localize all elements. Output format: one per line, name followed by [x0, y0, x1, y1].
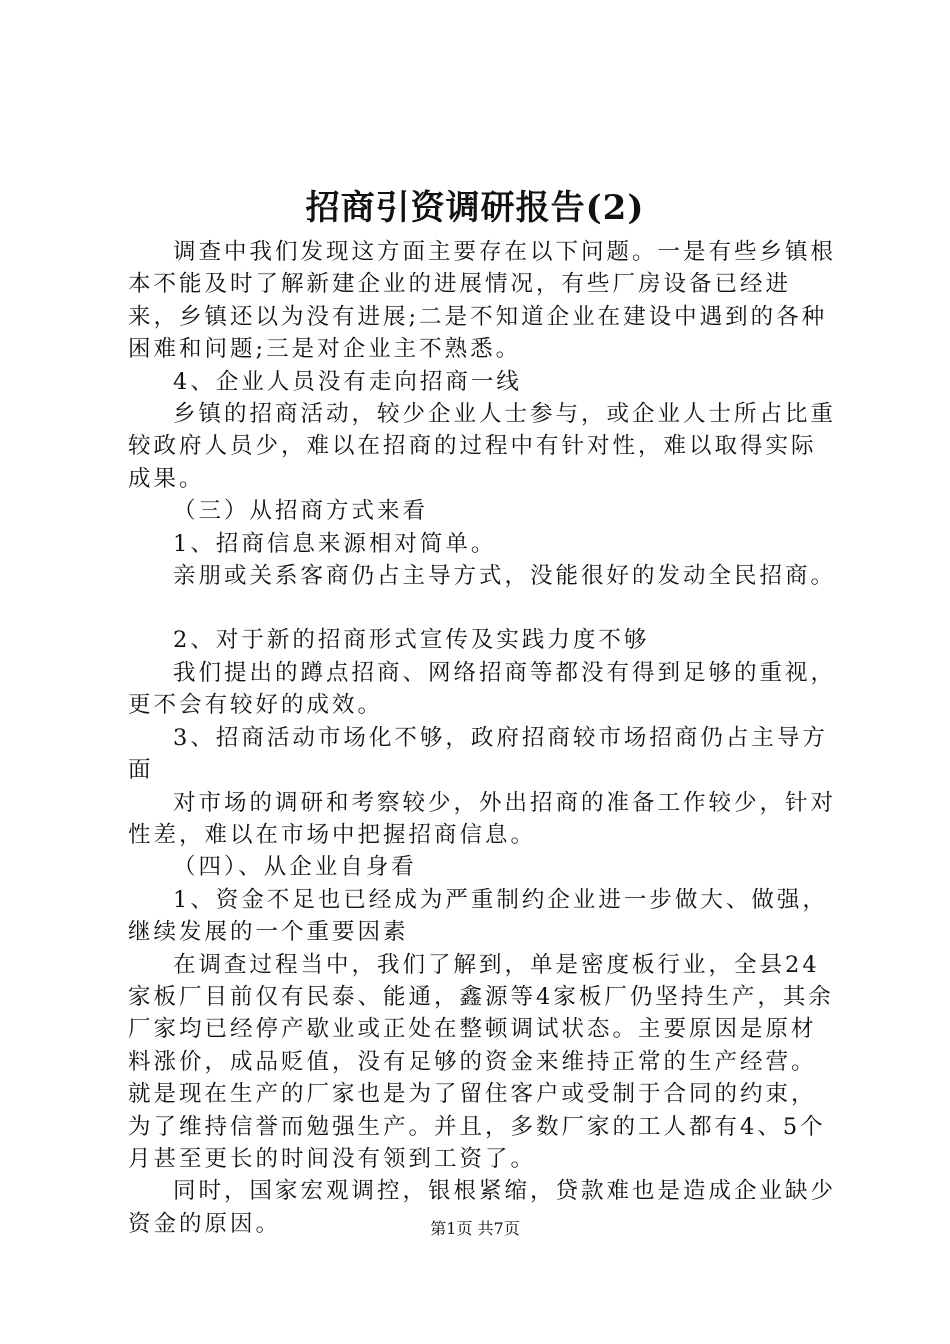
- paragraph: 调查中我们发现这方面主要存在以下问题。一是有些乡镇根本不能及时了解新建企业的进展情况，有些厂房设备已经进来，乡镇还以为没有进展;二是不知道企业在建设中遇到的各种困难和问题;三是对企业主不熟悉。: [128, 239, 837, 363]
- document-title: 招商引资调研报告(2): [305, 188, 645, 228]
- paragraph: 我们提出的蹲点招商、网络招商等都没有得到足够的重视，更不会有较好的成效。: [128, 659, 837, 719]
- page-number-footer: 第1页 共7页: [430, 1219, 520, 1238]
- paragraph: 乡镇的招商活动，较少企业人士参与，或企业人士所占比重较政府人员少，难以在招商的过程中有针对性，难以取得实际成果。: [128, 401, 837, 492]
- document-body: [128, 236, 838, 1240]
- section-heading: （四）、从企业自身看: [173, 854, 417, 881]
- paragraph: 对市场的调研和考察较少，外出招商的准备工作较少，针对性差，难以在市场中把握招商信息。: [128, 789, 837, 848]
- section-heading: 1、资金不足也已经成为严重制约企业进一步做大、做强，继续发展的一个重要因素: [128, 886, 828, 946]
- paragraph: 同时，国家宏观调控，银根紧缩，贷款难也是造成企业缺少资金的原因。: [128, 1178, 837, 1237]
- paragraph: 在调查过程当中，我们了解到，单是密度板行业，全县24家板厂目前仅有民泰、能通，鑫源等4家板厂仍坚持生产，其余厂家均已经停产歇业或正处在整顿调试状态。主要原因是原材料涨价，成品贬值，没有足够的资金来维持正常的生产经营。就是现在生产的厂家也是为了留住客户或受制于合同的约束，为了维持信誉而勉强生产。并且，多数厂家的工人都有4、5个月甚至更长的时间没有领到工资了。: [128, 951, 834, 1172]
- section-heading: 2、对于新的招商形式宣传及实践力度不够: [173, 627, 650, 654]
- paragraph: 亲朋或关系客商仍占主导方式，没能很好的发动全民招商。: [173, 563, 837, 590]
- section-heading: 4、企业人员没有走向招商一线: [173, 368, 522, 395]
- section-heading: 1、招商信息来源相对简单。: [173, 530, 497, 557]
- section-heading: （三）从招商方式来看: [173, 498, 429, 525]
- section-heading: 3、招商活动市场化不够，政府招商较市场招商仍占主导方面: [128, 724, 828, 784]
